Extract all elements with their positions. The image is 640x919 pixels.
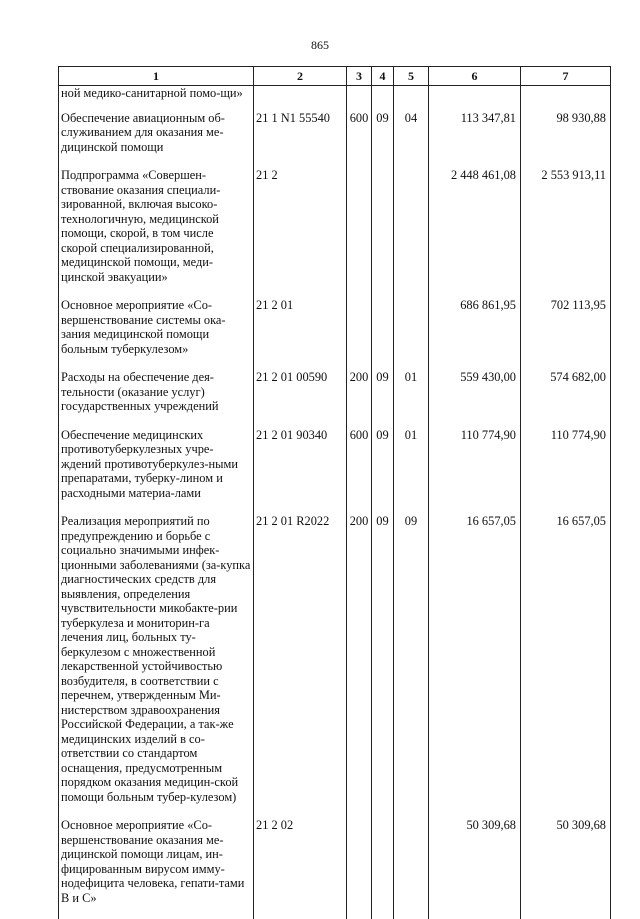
row-value-col-7 (521, 86, 611, 111)
row-value-col-6: 50 309,68 (429, 818, 521, 919)
row-value-col-6: 113 347,81 (429, 111, 521, 169)
row-value-col-6: 2 448 461,08 (429, 168, 521, 298)
row-description: Обеспечение авиационным об-служиванием для оказания ме-дицинской помощи (59, 111, 254, 169)
table-row (59, 818, 611, 919)
row-col-5 (394, 168, 429, 298)
row-col-3 (347, 298, 372, 370)
row-col-4: 09 (372, 428, 394, 515)
row-col-4 (372, 298, 394, 370)
table-row (59, 86, 611, 111)
row-value-col-7: 702 113,95 (521, 298, 611, 370)
row-col-3 (347, 818, 372, 919)
row-col-3: 200 (347, 514, 372, 818)
row-col-5: 04 (394, 111, 429, 169)
row-value-col-6: 686 861,95 (429, 298, 521, 370)
row-col-5: 09 (394, 514, 429, 818)
row-col-5 (394, 86, 429, 111)
row-value-col-7: 2 553 913,11 (521, 168, 611, 298)
row-value-col-6 (429, 86, 521, 111)
row-col-3: 200 (347, 370, 372, 428)
row-col-4 (372, 168, 394, 298)
row-col-4: 09 (372, 514, 394, 818)
page-number: 865 (0, 38, 640, 53)
row-description: Подпрограмма «Совершен-ствование оказания специали-зированной, включая высоко-технологичную, медицинской помощи, скорой, в том числе скорой специализированной, медицинской помощи, меди-цинской эвакуации» (59, 168, 254, 298)
row-code: 21 2 (254, 168, 347, 298)
row-code: 21 2 02 (254, 818, 347, 919)
row-description: Основное мероприятие «Со-вершенствование системы ока-зания медицинской помощи больным туберкулезом» (59, 298, 254, 370)
row-col-3: 600 (347, 428, 372, 515)
row-col-3: 600 (347, 111, 372, 169)
header-col-2: 2 (254, 67, 347, 86)
row-value-col-7: 110 774,90 (521, 428, 611, 515)
row-code (254, 86, 347, 111)
budget-table (58, 66, 611, 919)
row-value-col-7: 98 930,88 (521, 111, 611, 169)
row-value-col-6: 559 430,00 (429, 370, 521, 428)
row-col-4 (372, 818, 394, 919)
row-code: 21 2 01 R2022 (254, 514, 347, 818)
row-col-5: 01 (394, 370, 429, 428)
table-row (59, 370, 611, 428)
header-col-7: 7 (521, 67, 611, 86)
row-code: 21 2 01 00590 (254, 370, 347, 428)
header-col-5: 5 (394, 67, 429, 86)
row-value-col-7: 574 682,00 (521, 370, 611, 428)
row-col-4: 09 (372, 370, 394, 428)
row-col-4: 09 (372, 111, 394, 169)
row-code: 21 2 01 90340 (254, 428, 347, 515)
table-row (59, 514, 611, 818)
row-col-3 (347, 86, 372, 111)
row-code: 21 1 N1 55540 (254, 111, 347, 169)
header-col-4: 4 (372, 67, 394, 86)
row-description: Расходы на обеспечение дея-тельности (оказание услуг) государственных учреждений (59, 370, 254, 428)
row-code: 21 2 01 (254, 298, 347, 370)
row-description: ной медико-санитарной помо-щи» (59, 86, 254, 111)
row-col-4 (372, 86, 394, 111)
row-value-col-6: 16 657,05 (429, 514, 521, 818)
row-col-5 (394, 818, 429, 919)
row-col-3 (347, 168, 372, 298)
header-col-1: 1 (59, 67, 254, 86)
row-description: Основное мероприятие «Со-вершенствование оказания ме-дицинской помощи лицам, ин-фицированным вирусом имму-нодефицита человека, гепати-тами В и С» (59, 818, 254, 919)
table-row (59, 168, 611, 298)
header-col-6: 6 (429, 67, 521, 86)
row-col-5: 01 (394, 428, 429, 515)
row-col-5 (394, 298, 429, 370)
table-row (59, 111, 611, 169)
row-description: Обеспечение медицинских противотуберкулезных учре-ждений противотуберкулез-ными препаратами, туберку-лином и расходными материа-лами (59, 428, 254, 515)
row-value-col-7: 16 657,05 (521, 514, 611, 818)
row-value-col-7: 50 309,68 (521, 818, 611, 919)
header-row (59, 67, 611, 86)
table-body (59, 86, 611, 919)
header-col-3: 3 (347, 67, 372, 86)
table-row (59, 298, 611, 370)
row-value-col-6: 110 774,90 (429, 428, 521, 515)
table-row (59, 428, 611, 515)
row-description: Реализация мероприятий по предупреждению и борьбе с социально значимыми инфек-ционными заболеваниями (за-купка диагностических средств для выявления, определения чувствительности микобакте-рии туберкулеза и мониторин-га лечения лиц, больных ту-беркулезом с множественной лекарственной устойчивостью возбудителя, в соответствии с перечнем, утвержденным Ми-нистерством здравоохранения Российской Федерации, а так-же медицинских изделий в со-ответствии со стандартом оснащения, предусмотренным порядком оказания медицин-ской помощи больным тубер-кулезом) (59, 514, 254, 818)
